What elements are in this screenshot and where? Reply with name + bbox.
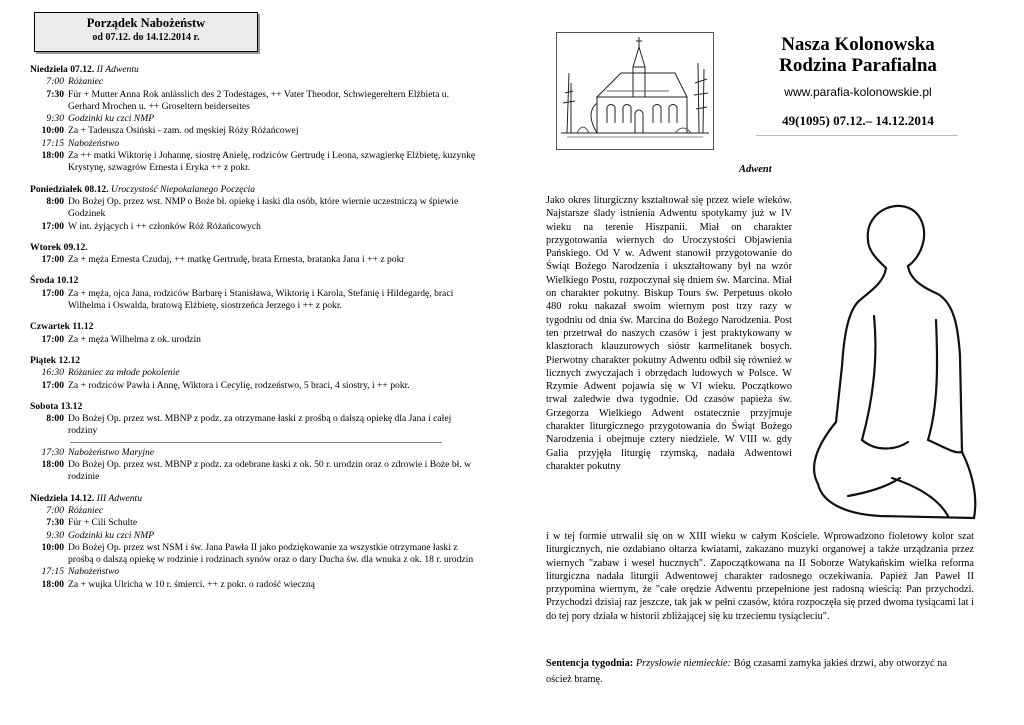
day-feast-name: Uroczystość Niepokalanego Poczęcia <box>111 183 256 195</box>
schedule-dates: od 07.12. do 14.12.2014 r. <box>92 32 200 43</box>
article-body: Jako okres liturgiczny kształtował się przez wiele wieków. Najstarsze ślady istnienia Adwentu spotykamy już w IV wieku na terenie Hiszpanii. Miał on charakter przygotowania wiernych do Uroczystości Objawienia Pańskiego. Od V w. Adwent stanowił przygotowanie do Świąt Bożego Narodzenia i ukształtowany był na wzór Wielkiego Postu, rozpoczynał się dniem św. Marcina. Miał on charakter pokutny. Biskup Tours św. Perpetuus około 480 roku nakazał swoim wiernym post trzy razy w tygodniu od dnia św. Marcina do Bożego Narodzenia. Post ten przetrwał do naszych czasów i jest praktykowany w klasztorach klauzurowych sióstr karmelitanek bosych. Pierwotny charakter pokutny Adwentu odbił się również w licznych zwyczajach i obrzędach ludowych w Polsce. W Rzymie Adwent pojawia się w VI wieku. Początkowo trwał zaledwie dwa tygodnie. Od czasów papieża św. Grzegorza Wielkiego Adwent ostatecznie przyjmuje charakter liturgicznego przygotowania do Świąt Bożego Narodzenia i obejmuje cztery niedziele. W VIII w. gdy Galia przyjęła liturgię rzymską, nadała Adwentowi charakter pokutny <box>546 195 792 472</box>
entry-intention: Za ++ matki Wiktorię i Johannę, siostrę Anielę, rodziców Gertrudę i Leona, szwagierkę Elżbietę, kuzynkę Krystynę, szwagrów Ernesta i Eryka ++ z pokr. <box>68 150 476 174</box>
entry-intention: Za + męża Ernesta Czudaj, ++ matkę Gertrudę, brata Ernesta, bratanka Jana i ++ z pokr <box>68 254 405 266</box>
entry-time: 18:00 <box>41 150 64 162</box>
sentence-source: Przysłowie niemieckie: <box>635 658 732 669</box>
schedule-column <box>30 12 478 591</box>
entry-time: 17:15 <box>41 566 64 578</box>
entry-intention: Za + rodziców Pawła i Annę, Wiktora i Cecylię, rodzeństwo, 5 braci, 4 siostry, i ++ pokr. <box>68 379 410 391</box>
schedule-day <box>30 355 478 392</box>
entry-time: 8:00 <box>46 195 64 207</box>
schedule-entry <box>30 288 478 313</box>
day-date: Wtorek 09.12. <box>30 241 88 253</box>
schedule-entry <box>30 447 478 459</box>
day-feast-name: III Adwentu <box>96 492 143 504</box>
entry-intention: Różaniec <box>68 76 104 88</box>
schedule-entry <box>30 89 478 114</box>
entry-intention: Za + męża Wilhelma z ok. urodzin <box>68 333 201 345</box>
schedule-entry <box>30 459 478 484</box>
schedule-header-box <box>34 12 258 52</box>
entry-time: 10:00 <box>41 541 64 553</box>
masthead-title-line1: Nasza Kolonowska <box>781 34 935 55</box>
entry-intention: Nabożeństwo Maryjne <box>68 446 155 458</box>
schedule-entry <box>30 113 478 125</box>
entry-intention: Für + Mutter Anna Rok anlässlich des 2 Todestages, ++ Vater Theodor, Schwiegereltern Elżbieta u. Gerhard Mrochen u. ++ Groseltern beiderseites <box>68 88 449 112</box>
entry-intention: Do Bożej Op. przez wst. NMP o Boże bł. opiekę i łaski dla osób, które wiernie uczestniczą w śpiewie Godzinek <box>68 195 459 220</box>
masthead-title-line2: Rodzina Parafialna <box>779 55 937 76</box>
day-heading <box>30 64 478 76</box>
schedule-entry <box>30 579 478 591</box>
masthead-divider <box>756 135 958 136</box>
kneeling-figure-illustration <box>788 196 982 530</box>
parish-website-link[interactable]: www.parafia-kolonowskie.pl <box>784 85 932 99</box>
entry-time: 17:00 <box>41 379 64 391</box>
day-date: Środa 10.12 <box>30 275 79 287</box>
schedule-title: Porządek Nabożeństw <box>86 16 206 30</box>
entry-time: 7:00 <box>46 504 64 516</box>
entry-intention: Za + Tadeusza Osiński - zam. od męskiej Róży Różańcowej <box>68 125 299 137</box>
kneeling-figure-drawing <box>788 196 982 530</box>
entry-time: 17:30 <box>41 446 64 458</box>
schedule-entry <box>30 125 478 137</box>
day-date: Piątek 12.12 <box>30 354 81 366</box>
entry-intention: Do Bożej Op. przez wst. MBNP z podz. za otrzymane łaski z prośbą o dalszą opiekę dla Jana i całej rodziny <box>68 413 452 437</box>
schedule-entry <box>30 566 478 578</box>
schedule-entry <box>30 505 478 517</box>
day-heading <box>30 321 478 333</box>
entry-time: 8:00 <box>46 413 64 425</box>
sentence-label: Sentencja tygodnia: <box>546 658 634 669</box>
schedule-entry <box>30 334 478 346</box>
entry-time: 17:00 <box>41 333 64 345</box>
schedule-day <box>30 242 478 267</box>
day-date: Poniedziałek 08.12. <box>30 183 109 195</box>
issue-number: 49(1095) 07.12.– 14.12.2014 <box>782 113 934 128</box>
entry-intention: Do Bożej Op. przez wst NSM i św. Jana Pawła II jako podziękowanie za wszystkie otrzymane łaski z prośbą o dalszą opiekę w rodzinie i rodzinach synów oraz o dary Ducha św. dla wnuka z ok. 18 r. urodzin <box>68 541 474 566</box>
schedule-entry <box>30 138 478 150</box>
schedule-entry <box>30 254 478 266</box>
day-date: Sobota 13.12 <box>30 400 83 412</box>
entry-time: 17:00 <box>41 220 64 232</box>
day-heading <box>30 355 478 367</box>
schedule-days <box>30 64 478 591</box>
schedule-entry <box>30 413 478 438</box>
entry-time: 18:00 <box>41 459 64 471</box>
schedule-day <box>30 401 478 484</box>
schedule-entry <box>30 150 478 175</box>
entry-time: 7:00 <box>46 76 64 88</box>
church-drawing <box>557 33 713 149</box>
day-feast-name: II Adwentu <box>96 64 139 75</box>
schedule-day <box>30 321 478 346</box>
entry-intention: Für + Cili Schulte <box>68 517 138 529</box>
entry-time: 9:30 <box>46 529 64 541</box>
entry-time: 17:00 <box>41 287 64 299</box>
sentence-text: Bóg czasami zamyka jakieś drzwi, aby otworzyć na oścież bramę. <box>546 658 947 685</box>
day-date: Czwartek 11.12 <box>30 321 94 333</box>
church-illustration <box>556 32 714 150</box>
masthead <box>756 34 960 136</box>
entry-intention: Różaniec <box>68 504 104 516</box>
day-date: Niedziela 14.12. <box>30 492 95 504</box>
entry-time: 7:30 <box>46 517 64 529</box>
schedule-entry <box>30 380 478 392</box>
day-heading <box>30 242 478 254</box>
entry-intention: Za + wujka Ulricha w 10 r. śmierci. ++ z pokr. o radość wieczną <box>68 578 315 590</box>
schedule-entry <box>30 517 478 529</box>
schedule-entry <box>30 196 478 221</box>
entry-intention: Za + męża, ojca Jana, rodziców Barbarę i Stanisława, Wiktorię i Karola, Stefanię i Hildegardę, braci Wilhelma i Oswalda, bratową Elżbietę, siostrzeńca Jerzego i ++ z pokr. <box>68 287 454 312</box>
day-heading <box>30 401 478 413</box>
entry-time: 18:00 <box>41 578 64 590</box>
entry-time: 10:00 <box>41 125 64 137</box>
entry-intention: Godzinki ku czci NMP <box>68 529 155 541</box>
entry-intention: Godzinki ku czci NMP <box>68 113 155 125</box>
entry-intention: W int. żyjących i ++ członków Róż Różańcowych <box>68 220 261 232</box>
day-date: Niedziela 07.12. <box>30 64 95 75</box>
entry-time: 17:00 <box>41 254 64 266</box>
entry-intention: Do Bożej Op. przez wst. MBNP z podz. za odebrane łaski z ok. 50 r. urodzin oraz o zdrowie i Boże bł. w rodzinie <box>68 459 472 483</box>
schedule-day <box>30 275 478 312</box>
entry-time: 7:30 <box>46 88 64 100</box>
schedule-separator <box>70 442 442 443</box>
day-heading <box>30 184 478 196</box>
schedule-entry <box>30 367 478 379</box>
article-title: Adwent <box>739 164 772 175</box>
entry-time: 17:15 <box>41 137 64 149</box>
entry-intention: Nabożeństwo <box>68 566 120 578</box>
sentence-of-week <box>546 656 974 688</box>
entry-intention: Różaniec za młode pokolenie <box>68 367 180 379</box>
entry-time: 9:30 <box>46 113 64 125</box>
day-heading <box>30 275 478 287</box>
schedule-day <box>30 493 478 591</box>
schedule-entry <box>30 76 478 88</box>
schedule-entry <box>30 221 478 233</box>
entry-intention: Nabożeństwo <box>68 137 120 149</box>
entry-time: 16:30 <box>41 367 64 379</box>
schedule-day <box>30 64 478 175</box>
article-body-continued: i w tej formie utrwalił się on w XIII wieku w całym Kościele. Wprowadzono fioletowy kolor szat liturgicznych, nie ozdabiano ołtarza kwiatami, zakazano muzyki organowej a także urządzania przez wiernych "zabaw i wesel hucznych". Zapoczątkowana na II Soborze Watykańskim wielka reforma liturgiczna nadała liturgii Adwentowej charakter radosnego oczekiwania. Papież Jan Paweł II przypomina wiernym, że "całe orędzie Adwentu przepełnione jest radosną wieścią: Pan przychodzi. Przychodzi dzisiaj raz jeszcze, tak jak w pełni czasów, która rozpoczęła się przed dwoma tysiącami lat i do tej pory działa w historii zbliżającej się ku trzeciemu tysiącleciu". <box>546 531 974 622</box>
schedule-entry <box>30 542 478 567</box>
day-heading <box>30 493 478 505</box>
schedule-day <box>30 184 478 233</box>
schedule-entry <box>30 530 478 542</box>
